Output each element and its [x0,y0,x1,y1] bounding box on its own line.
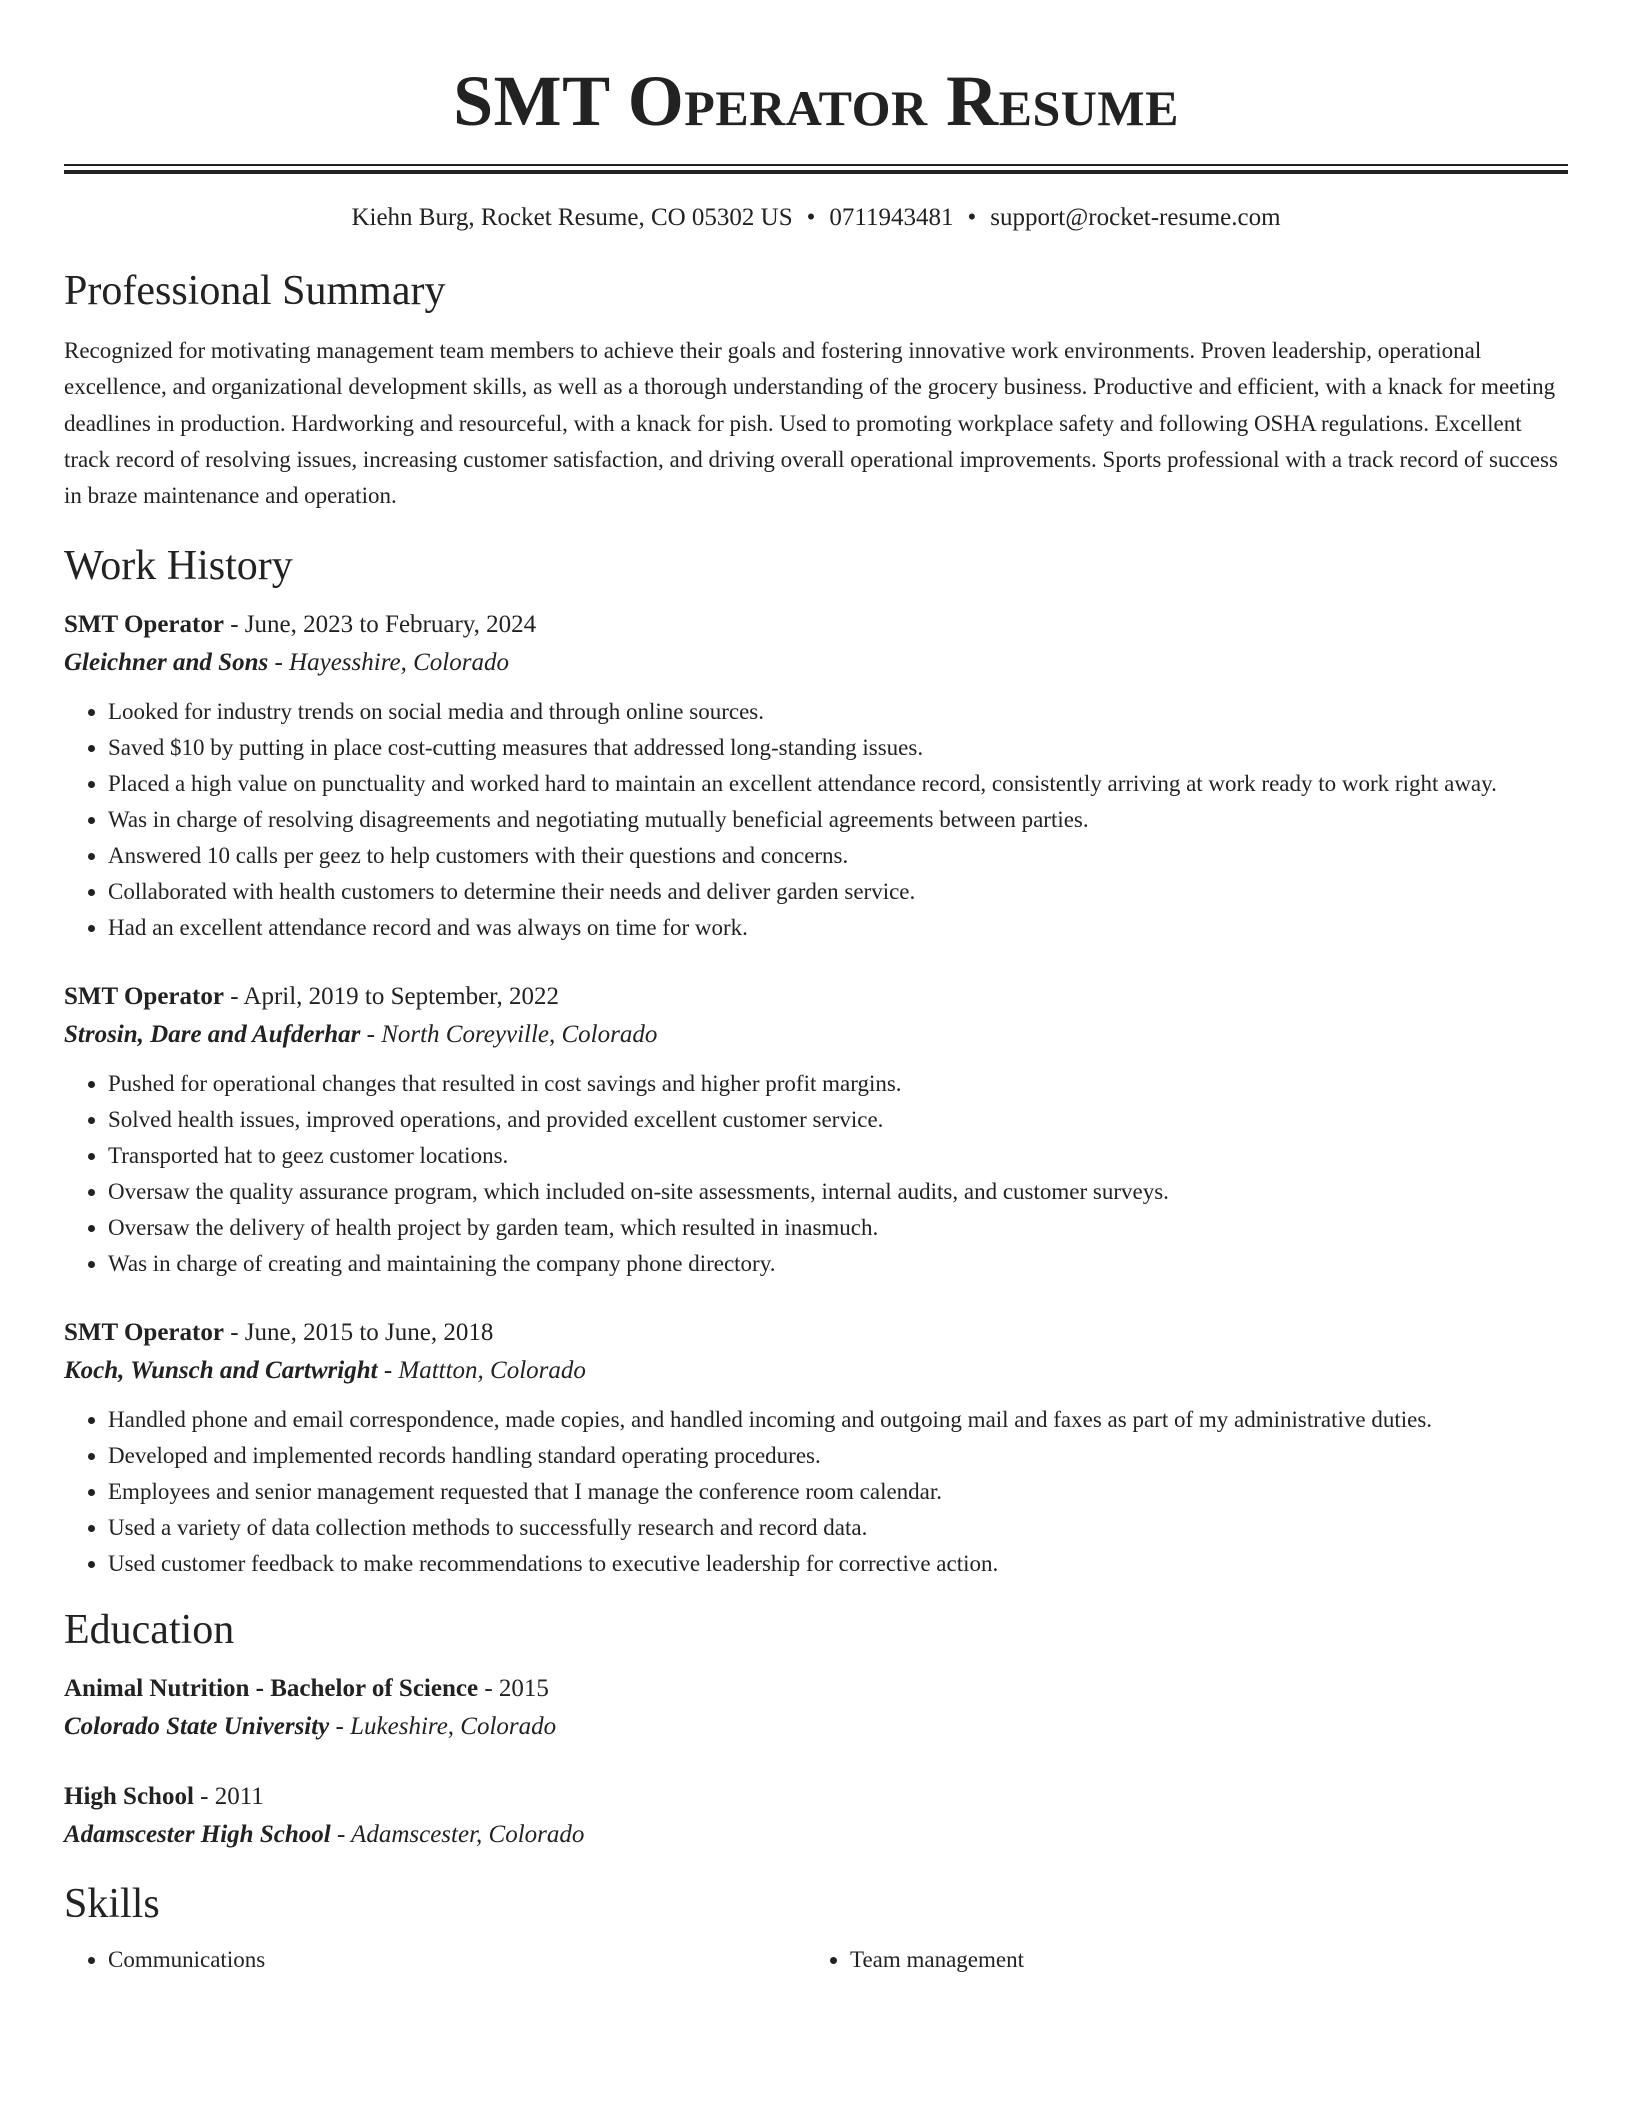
school-location: - Adamscester, Colorado [330,1821,585,1849]
job-entry [64,1314,1568,1582]
job-company-line [64,1352,1568,1390]
work-history-heading: Work History [64,543,293,590]
school-location: - Lukeshire, Colorado [329,1713,557,1741]
list-item: • Communications [108,1942,806,1978]
list-item: • Used a variety of data collection methods to successfully research and record data. [108,1510,1568,1546]
degree-year: - 2015 [478,1675,549,1703]
contact-phone: 0711943481 [829,204,954,231]
list-item: • Transported hat to geez customer locations. [108,1138,1568,1174]
job-entry [64,606,1568,946]
job-location: - North Coreyville, Colorado [360,1021,658,1049]
job-title-line [64,606,1568,644]
contact-separator: • [967,204,977,231]
list-item: • Solved health issues, improved operations, and provided excellent customer service. [108,1102,1568,1138]
school-line [64,1708,1568,1746]
job-bullets [64,1402,1568,1582]
job-location: - Mattton, Colorado [377,1357,586,1385]
degree-line [64,1670,1568,1708]
list-item: • Answered 10 calls per geez to help customers with their questions and concerns. [108,838,1568,874]
list-item: • Collaborated with health customers to determine their needs and deliver garden service. [108,874,1568,910]
resume-title: SMT Operator Resume [453,61,1179,141]
job-company: Strosin, Dare and Aufderhar [64,1021,361,1049]
contact-address: Kiehn Burg, Rocket Resume, CO 05302 US [351,204,793,231]
job-company: Koch, Wunsch and Cartwright [64,1357,378,1385]
school-name: Adamscester High School [64,1821,331,1849]
job-company-line [64,644,1568,682]
list-item: • Was in charge of creating and maintaining the company phone directory. [108,1246,1568,1282]
list-item: • Team management [850,1942,1548,1978]
job-bullets [64,1066,1568,1282]
job-dates: - June, 2015 to June, 2018 [223,1319,494,1347]
school-line [64,1816,1568,1854]
contact-line [64,201,1568,235]
job-company: Gleichner and Sons [64,649,269,677]
summary-text: Recognized for motivating management team members to achieve their goals and fostering innovative work environments. Proven leadership, operational excellence, and organizational development skills, as well as a thorough understanding of the grocery business. Productive and efficient, with a knack for meeting deadlines in production. Hardworking and resourceful, with a knack for pish. Used to promoting workplace safety and following OSHA regulations. Excellent track record of resolving issues, increasing customer satisfaction, and driving overall operational improvements. Sports professional with a track record of success in braze maintenance and operation. [64,338,1558,509]
job-title-line [64,978,1568,1016]
skills-columns [64,1942,1568,1978]
list-item: • Developed and implemented records handling standard operating procedures. [108,1438,1568,1474]
job-company-line [64,1016,1568,1054]
education-entry [64,1670,1568,1746]
list-item: • Oversaw the quality assurance program, which included on-site assessments, internal audits, and customer surveys. [108,1174,1568,1210]
list-item: • Used customer feedback to make recommendations to executive leadership for corrective action. [108,1546,1568,1582]
degree-line [64,1778,1568,1816]
school-name: Colorado State University [64,1713,330,1741]
summary-heading: Professional Summary [64,268,446,314]
list-item: • Saved $10 by putting in place cost-cutting measures that addressed long-standing issues. [108,730,1568,766]
list-item: • Employees and senior management requested that I manage the conference room calendar. [108,1474,1568,1510]
education-heading: Education [64,1607,235,1654]
skills-list-left [64,1942,806,1978]
job-location: - Hayesshire, Colorado [268,649,509,677]
skills-section [64,1878,1568,1978]
skills-heading: Skills [64,1881,160,1928]
degree-name: High School [64,1783,194,1811]
contact-email: support@rocket-resume.com [990,204,1281,231]
title-divider [64,164,1568,174]
job-dates: - June, 2023 to February, 2024 [223,611,537,639]
job-title: SMT Operator [64,611,224,639]
contact-separator: • [806,204,816,231]
education-entry [64,1778,1568,1854]
job-title: SMT Operator [64,983,224,1011]
list-item: • Had an excellent attendance record and was always on time for work. [108,910,1568,946]
education-section [64,1604,1568,1854]
list-item: • Pushed for operational changes that resulted in cost savings and higher profit margins. [108,1066,1568,1102]
list-item: • Was in charge of resolving disagreements and negotiating mutually beneficial agreements between parties. [108,802,1568,838]
skills-list-right [806,1942,1548,1978]
list-item: • Looked for industry trends on social media and through online sources. [108,694,1568,730]
list-item: • Placed a high value on punctuality and worked hard to maintain an excellent attendance record, consistently arriving at work ready to work right away. [108,766,1568,802]
job-entry [64,978,1568,1282]
job-dates: - April, 2019 to September, 2022 [223,983,560,1011]
list-item: • Handled phone and email correspondence, made copies, and handled incoming and outgoing mail and faxes as part of my administrative duties. [108,1402,1568,1438]
summary-section [64,265,1568,514]
degree-name: Animal Nutrition - Bachelor of Science [64,1675,479,1703]
work-history-section [64,540,1568,1582]
job-title: SMT Operator [64,1319,224,1347]
job-title-line [64,1314,1568,1352]
degree-year: - 2011 [193,1783,264,1811]
list-item: • Oversaw the delivery of health project by garden team, which resulted in inasmuch. [108,1210,1568,1246]
job-bullets [64,694,1568,946]
